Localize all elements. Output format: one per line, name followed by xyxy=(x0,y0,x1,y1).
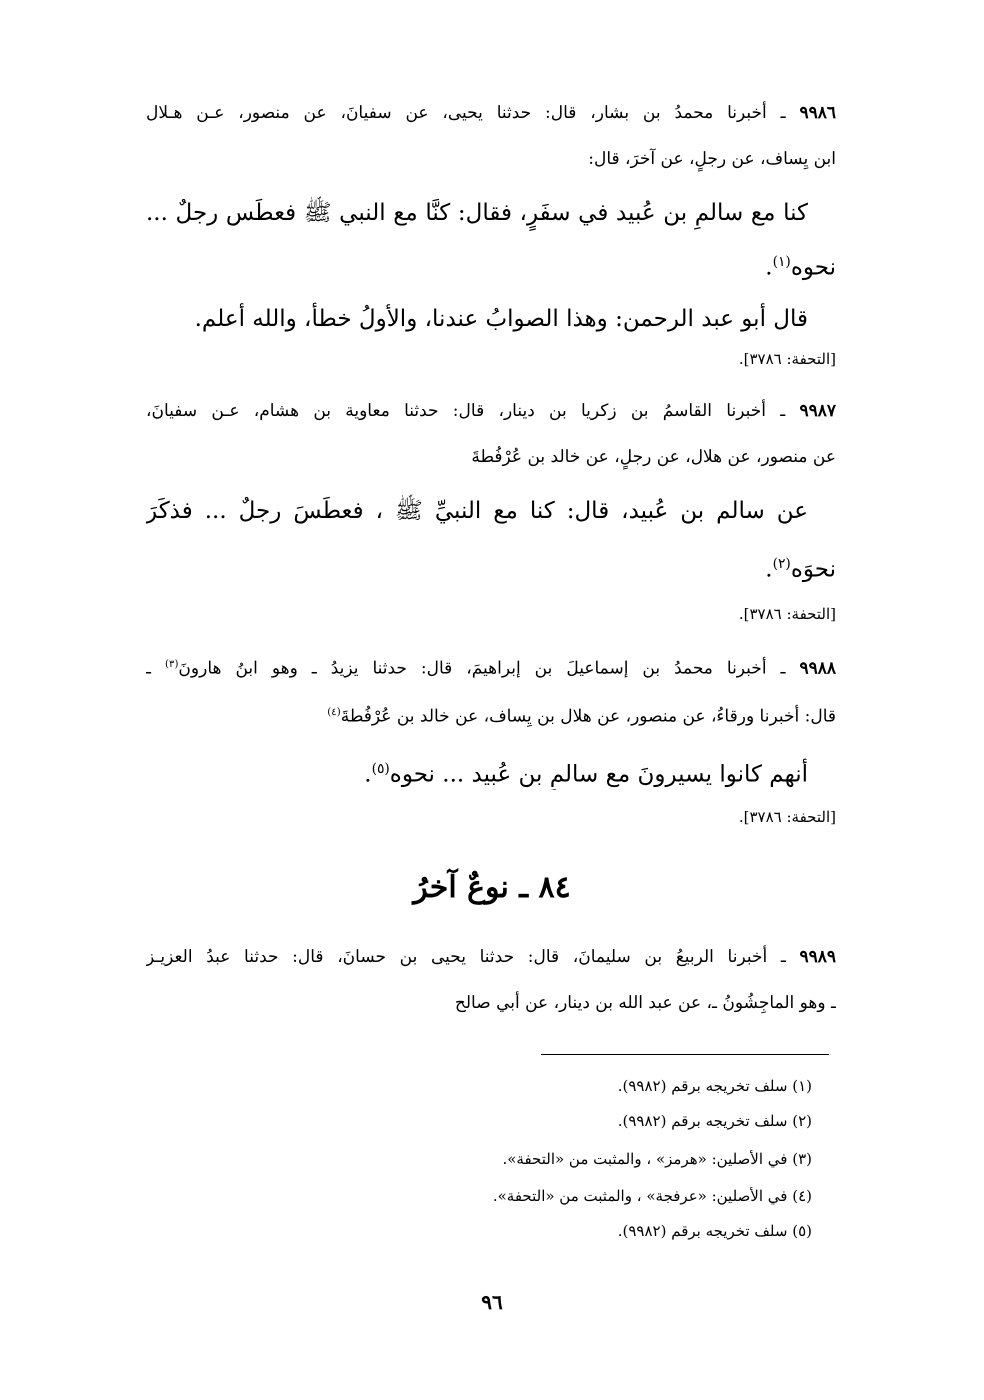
hadith-number: ٩٩٨٦ xyxy=(799,103,836,123)
hadith-9989-isnad-line1 xyxy=(146,944,836,974)
isnad-text: ـ أخبرنا القاسمُ بن زكريا بن دينار، قال: حدثنا معاوية بن هشام، عـن سفيانَ، xyxy=(146,401,786,421)
footnote-marker: (٢) xyxy=(772,556,791,572)
chapter-heading: ٨٤ ـ نوعٌ آخرُ xyxy=(413,870,571,905)
punctuation: . xyxy=(765,556,773,583)
matn-text: أنهم كانوا يسيرونَ مع سالمِ بن عُبيد ... نحوه xyxy=(389,761,808,788)
footnote-5: (٥) سلف تخريجه برقم (٩٩٨٢). xyxy=(617,1222,812,1240)
hadith-9987-matn-line1: عن سالم بن عُبيد، قال: كنا مع النبيِّ ﷺ ، فعطَسَ رجلٌ ... فذكَرَ xyxy=(146,498,808,524)
footnote-2: (٢) سلف تخريجه برقم (٩٩٨٢). xyxy=(617,1112,812,1130)
footnote-3: (٣) في الأصلين: «هرمز» ، والمثبت من «التحفة». xyxy=(502,1150,812,1168)
isnad-text: قال: أخبرنا ورقاءُ، عن منصور، عن هلال بن يِساف، عن خالد بن عُرْفُطةَ xyxy=(340,706,836,727)
footnote-1: (١) سلف تخريجه برقم (٩٩٨٢). xyxy=(617,1077,812,1095)
hadith-9989-isnad-line2: ـ وهو الماجِشُونُ ـ، عن عبد الله بن دينار، عن أبي صالح xyxy=(454,993,836,1013)
tuhfa-reference: [التحفة: ٣٧٨٦]. xyxy=(738,605,836,623)
hadith-9987-isnad-line1 xyxy=(146,398,836,428)
punctuation: . xyxy=(364,761,372,788)
hadith-9986-matn-line2 xyxy=(146,245,836,283)
hadith-9986-matn-line1: كنا مع سالمِ بن عُبيد في سفَرٍ، فقال: كنَّا مع النبي ﷺ فعطَس رجلٌ ... xyxy=(146,200,808,226)
hadith-9988-isnad-line1 xyxy=(146,652,836,682)
hadith-number: ٩٩٨٨ xyxy=(799,658,836,679)
footnote-marker: (١) xyxy=(772,254,791,270)
hadith-9986-comment: قال أبو عبد الرحمن: وهذا الصوابُ عندنا، والأولُ خطأٌ، والله أعلم. xyxy=(194,306,808,332)
tuhfa-reference: [التحفة: ٣٧٨٦]. xyxy=(738,350,836,368)
footnote-marker: (٥) xyxy=(371,761,390,777)
footnote-divider xyxy=(541,1054,829,1055)
hadith-number: ٩٩٨٧ xyxy=(799,401,836,421)
hadith-9988-matn-line1 xyxy=(146,752,836,790)
isnad-text: ـ أخبرنا محمدُ بن بشار، قال: حدثنا يحيى، عن سفيانَ، عن منصور، عـن هـلال xyxy=(146,103,786,123)
isnad-text: ـ أخبرنا محمدُ بن إسماعيلَ بن إبراهيمَ، قال: حدثنا يزيدُ ـ وهو ابنُ هارونَ xyxy=(178,658,786,679)
punctuation: ـ xyxy=(146,658,165,679)
matn-text: نحوه xyxy=(790,254,836,281)
tuhfa-reference: [التحفة: ٣٧٨٦]. xyxy=(738,808,836,826)
hadith-9986-isnad-line2: ابن يِساف، عن رجلٍ، عن آخرَ، قال: xyxy=(588,149,836,169)
page-number: ٩٦ xyxy=(481,1290,503,1314)
hadith-9987-isnad-line2: عن منصور، عن هلال، عن رجلٍ، عن خالد بن عُرْفُطةَ xyxy=(471,447,836,467)
punctuation: . xyxy=(765,254,773,281)
hadith-9987-matn-line2 xyxy=(146,547,836,585)
matn-text: نحوَه xyxy=(790,556,836,583)
footnote-marker: (٤) xyxy=(327,707,341,718)
hadith-9988-isnad-line2 xyxy=(146,700,836,730)
hadith-9986-isnad-line1 xyxy=(146,100,836,130)
footnote-marker: (٣) xyxy=(164,659,179,670)
footnote-4: (٤) في الأصلين: «عرفجة» ، والمثبت من «التحفة». xyxy=(492,1187,812,1205)
hadith-number: ٩٩٨٩ xyxy=(799,947,836,967)
isnad-text: ـ أخبرنا الربيعُ بن سليمانَ، قال: حدثنا يحيى بن حسانَ، قال: حدثنا عبدُ العزيـز xyxy=(146,947,786,967)
